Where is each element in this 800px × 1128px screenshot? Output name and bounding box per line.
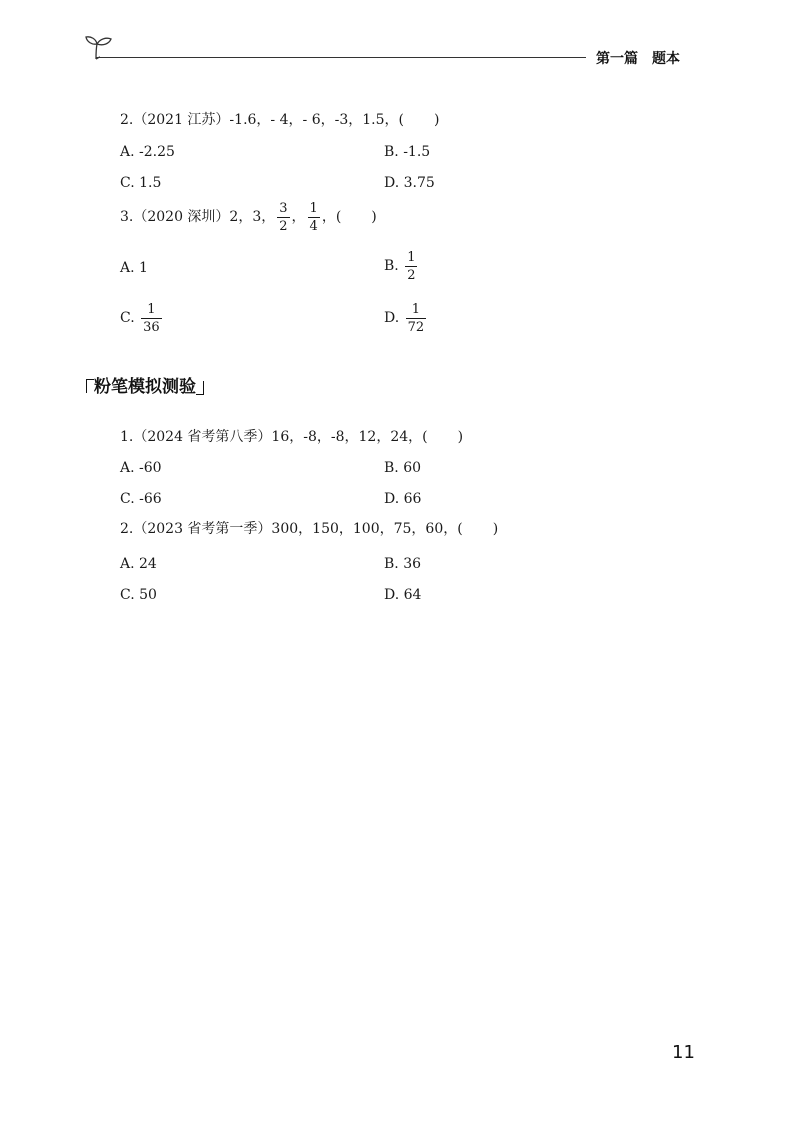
option-c: C. 50 [120,587,157,603]
option-d: D. 66 [384,491,422,507]
page-number: 11 [672,1042,695,1063]
mock-question-1-stem: 1.（2024 省考第八季）16，-8，-8，12，24，( ) [120,429,464,445]
bracket-close-icon [196,377,208,397]
header-book: 题本 [652,51,680,67]
fraction: $\frac{1}{2}$ [407,249,416,283]
option-c: C. -66 [120,491,162,507]
header-part: 第一篇 [596,51,638,67]
question-3-stem: 3.（2020 深圳）2，3， $\frac{3}{2}$ ， $\frac{1}{4}$ ，( ) [120,200,377,234]
running-header [596,48,680,68]
fraction: $\frac{1}{72}$ [407,301,425,335]
fraction: $\frac{1}{36}$ [143,301,160,335]
option-a: A. 24 [120,556,157,572]
option-d: D. 64 [384,587,422,603]
bracket-open-icon [82,377,94,397]
option-b: B. $\frac{1}{2}$ [384,249,416,283]
option-d: D. 3.75 [384,175,435,191]
section-heading: 粉笔模拟测验 [82,372,208,397]
option-b: B. 60 [384,460,422,476]
option-a: A. -60 [120,460,162,476]
option-a: A. 1 [120,260,148,276]
fraction: $\frac{3}{2}$ [279,200,288,234]
option-a: A. -2.25 [120,144,175,160]
option-c: C. $\frac{1}{36}$ [120,301,160,335]
fraction: $\frac{1}{4}$ [309,200,318,234]
option-d: D. $\frac{1}{72}$ [384,301,425,335]
mock-question-2-stem: 2.（2023 省考第一季）300，150，100，75，60，( ) [120,521,499,537]
header-rule [96,57,586,58]
option-c: C. 1.5 [120,175,162,191]
question-2-stem: 2.（2021 江苏）-1.6，- 4，- 6，-3，1.5，( ) [120,112,440,128]
option-b: B. -1.5 [384,144,431,160]
option-b: B. 36 [384,556,422,572]
